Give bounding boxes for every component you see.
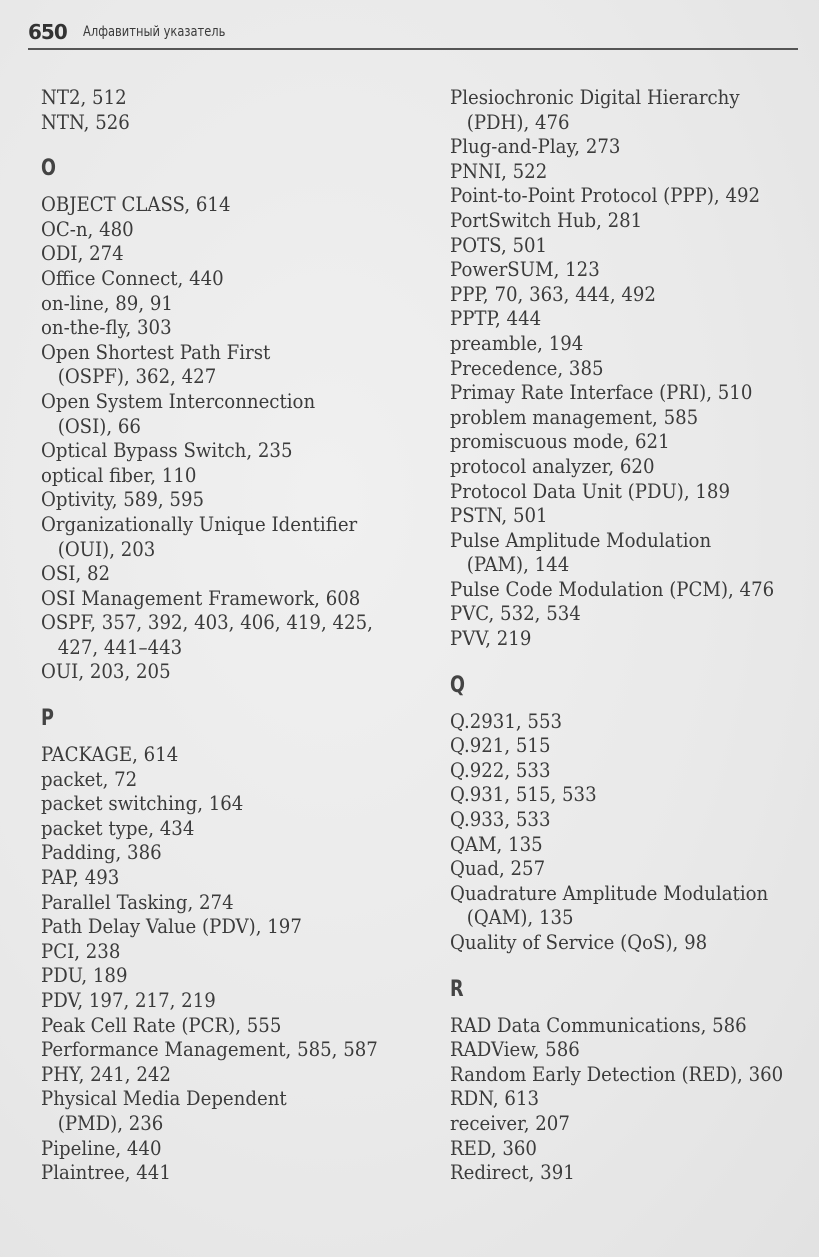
index-entry: NT2, 512 xyxy=(41,86,127,109)
index-entry: protocol analyzer, 620 xyxy=(450,454,655,478)
index-entry: OUI, 203, 205 xyxy=(41,660,171,684)
index-entry: RADView, 586 xyxy=(450,1038,580,1062)
running-title: Алфавитный указатель xyxy=(83,24,226,40)
index-entry: Performance Management, 585, 587 xyxy=(41,1038,378,1062)
section-letter-q: Q xyxy=(450,672,465,698)
index-entry: PPTP, 444 xyxy=(450,307,542,331)
index-entry: ODI, 274 xyxy=(41,242,124,266)
index-entry: Physical Media Dependent xyxy=(41,1087,287,1111)
index-entry: PVC, 532, 534 xyxy=(450,602,581,626)
index-entry: Plesiochronic Digital Hierarchy xyxy=(450,86,740,109)
index-entry-continuation: (PMD), 236 xyxy=(57,1111,164,1135)
index-entry: PAP, 493 xyxy=(41,866,120,890)
index-entry: Pulse Code Modulation (PCM), 476 xyxy=(450,577,775,601)
index-section-p-continued xyxy=(450,86,810,652)
index-entry: PSTN, 501 xyxy=(450,504,548,528)
index-entry: on-the-fly, 303 xyxy=(41,316,172,340)
index-entry: PDV, 197, 217, 219 xyxy=(41,989,216,1012)
index-entry: RDN, 613 xyxy=(450,1087,540,1111)
page-number: 650 xyxy=(28,20,67,44)
index-entry-continuation: (PDH), 476 xyxy=(466,110,570,134)
index-entry: Q.922, 533 xyxy=(450,758,551,782)
index-entry: Plug-and-Play, 273 xyxy=(450,135,621,159)
index-entry: OBJECT CLASS, 614 xyxy=(41,193,231,217)
index-entry: PowerSUM, 123 xyxy=(450,258,600,282)
index-entry: problem management, 585 xyxy=(450,405,699,429)
index-entry: Q.921, 515 xyxy=(450,734,551,758)
index-entry: Pulse Amplitude Modulation xyxy=(450,528,712,552)
index-entry: Optivity, 589, 595 xyxy=(41,488,205,512)
index-section-q xyxy=(450,710,810,956)
index-entry-continuation: (PAM), 144 xyxy=(466,553,570,577)
index-entry: packet switching, 164 xyxy=(41,792,244,816)
index-entry: Padding, 386 xyxy=(41,841,162,865)
index-entry: PNNI, 522 xyxy=(450,159,548,183)
index-section-n-tail xyxy=(41,86,401,135)
index-entry: PortSwitch Hub, 281 xyxy=(450,208,643,232)
index-entry-continuation: (QAM), 135 xyxy=(466,906,574,930)
index-entry: NTN, 526 xyxy=(41,110,130,134)
index-entry: PCI, 238 xyxy=(41,939,121,963)
index-section-o xyxy=(41,193,401,685)
index-entry: RAD Data Communications, 586 xyxy=(450,1013,747,1037)
index-entry: Redirect, 391 xyxy=(450,1161,575,1185)
index-entry: Q.931, 515, 533 xyxy=(450,783,597,807)
index-entry: promiscuous mode, 621 xyxy=(450,430,670,454)
index-entry: OSPF, 357, 392, 403, 406, 419, 425, xyxy=(41,611,373,635)
index-entry: Pipeline, 440 xyxy=(41,1136,162,1160)
index-column-left xyxy=(41,86,401,1186)
index-section-p xyxy=(41,743,401,1186)
index-entry: optical fiber, 110 xyxy=(41,463,197,487)
index-entry: PHY, 241, 242 xyxy=(41,1062,171,1086)
index-entry: on-line, 89, 91 xyxy=(41,291,173,315)
index-entry-continuation: (OUI), 203 xyxy=(57,537,156,561)
index-entry: Peak Cell Rate (PCR), 555 xyxy=(41,1013,282,1037)
index-entry: Point-to-Point Protocol (PPP), 492 xyxy=(450,184,761,208)
index-entry: Path Delay Value (PDV), 197 xyxy=(41,915,302,939)
index-entry: POTS, 501 xyxy=(450,233,548,257)
index-entry-continuation: (OSI), 66 xyxy=(57,414,141,438)
index-entry: Protocol Data Unit (PDU), 189 xyxy=(450,479,730,503)
section-letter-o: O xyxy=(41,156,56,182)
index-entry: Parallel Tasking, 274 xyxy=(41,890,234,914)
index-column-right xyxy=(450,86,810,1186)
index-entry: Quad, 257 xyxy=(450,857,546,881)
index-entry: OSI, 82 xyxy=(41,562,111,586)
index-entry: Organizationally Unique Identifier xyxy=(41,512,358,536)
index-entry-continuation: 427, 441–443 xyxy=(57,635,183,659)
index-entry: PPP, 70, 363, 444, 492 xyxy=(450,282,656,306)
index-entry: OC-n, 480 xyxy=(41,217,134,241)
index-entry: Q.933, 533 xyxy=(450,808,551,832)
index-entry: Quadrature Amplitude Modulation xyxy=(450,881,769,905)
index-entry: Precedence, 385 xyxy=(450,356,604,380)
index-entry: preamble, 194 xyxy=(450,331,584,355)
index-entry: Quality of Service (QoS), 98 xyxy=(450,931,708,954)
section-letter-p: P xyxy=(41,706,54,732)
index-entry: Q.2931, 553 xyxy=(450,709,563,733)
index-entry-continuation: (OSPF), 362, 427 xyxy=(57,365,217,389)
index-entry: PVV, 219 xyxy=(450,627,532,651)
index-entry: QAM, 135 xyxy=(450,832,543,856)
index-section-r xyxy=(450,1014,810,1186)
index-entry: packet, 72 xyxy=(41,767,138,791)
index-entry: Office Connect, 440 xyxy=(41,266,224,290)
index-entry: PDU, 189 xyxy=(41,964,128,988)
section-letter-r: R xyxy=(450,976,464,1002)
index-entry: Random Early Detection (RED), 360 xyxy=(450,1062,784,1086)
index-entry: Optical Bypass Switch, 235 xyxy=(41,439,293,463)
index-entry: Plaintree, 441 xyxy=(41,1161,171,1185)
index-entry: PACKAGE, 614 xyxy=(41,743,179,767)
index-entry: RED, 360 xyxy=(450,1136,537,1160)
index-entry: packet type, 434 xyxy=(41,816,195,840)
index-entry: receiver, 207 xyxy=(450,1111,570,1135)
index-entry: Open Shortest Path First xyxy=(41,340,271,364)
running-head xyxy=(28,18,798,50)
index-entry: Open System Interconnection xyxy=(41,389,316,413)
index-entry: Primay Rate Interface (PRI), 510 xyxy=(450,381,753,405)
index-entry: OSI Management Framework, 608 xyxy=(41,586,361,610)
